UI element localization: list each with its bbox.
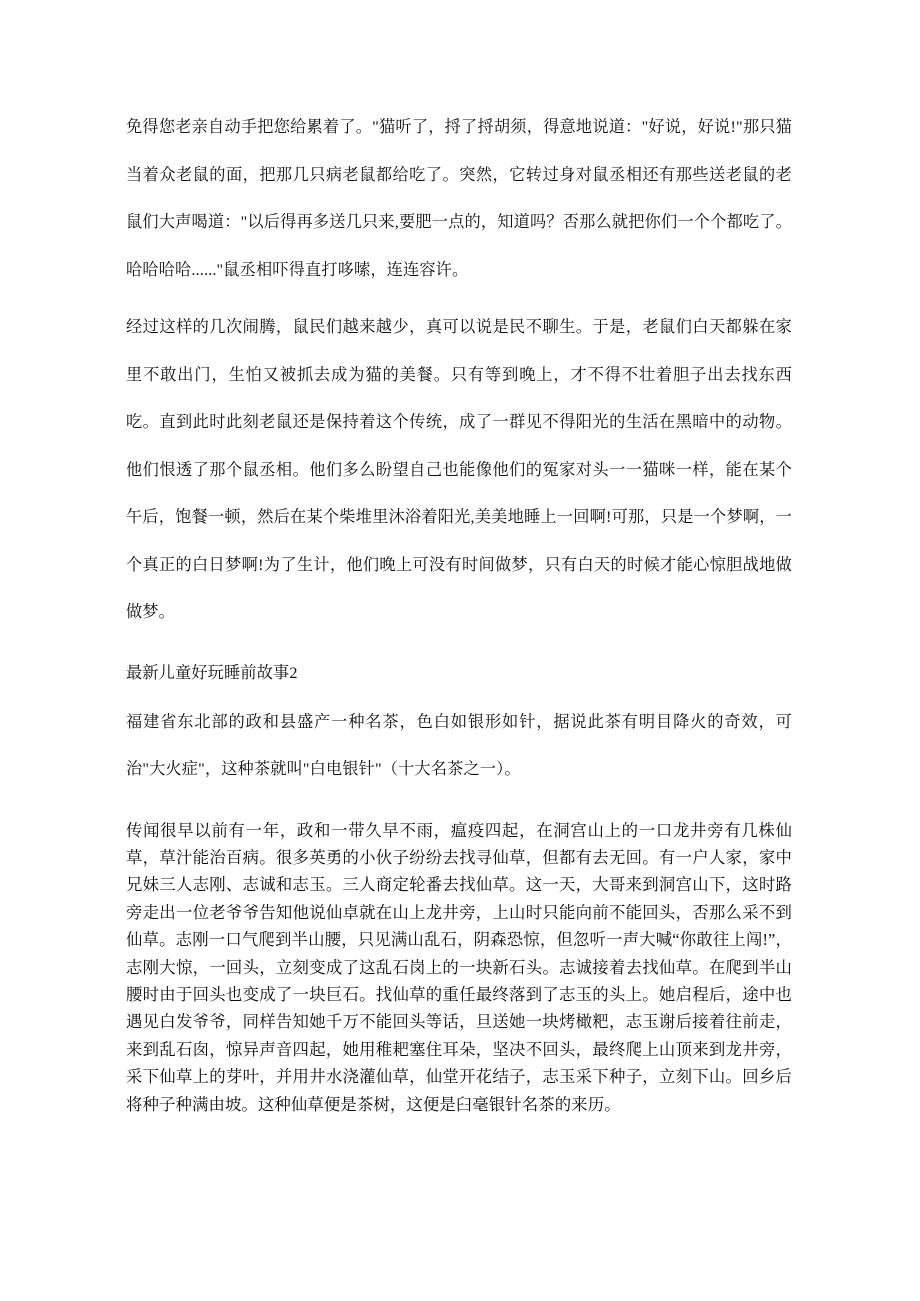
paragraph-4-dense: 传闻很早以前有一年，政和一带久早不雨，瘟疫四起，在洞宫山上的一口龙井旁有几株仙草，草汁能治百病。很多英勇的小伙子纷纷去找寻仙草，但都有去无回。有一户人家，家中兄妹三人志刚、志诚和志玉。三人商定轮番去找仙草。这一天，大哥来到洞宫山下，这时路旁走出一位老爷爷告知他说仙卓就在山上龙井旁，上山时只能向前不能回头，否那么采不到仙草。志刚一口气爬到半山腰，只见满山乱石，阴森恐惊，但忽听一声大喊“你敢往上闯!”，志刚大惊，一回头，立刻变成了这乱石岗上的一块新石头。志诚接着去找仙草。在爬到半山腰时由于回头也变成了一块巨石。找仙草的重任最终落到了志玉的头上。她启程后，途中也遇见白发爷爷，同样告知她千万不能回头等话，旦送她一块烤橄粑，志玉谢后接着往前走，来到乱石囱，惊异声音四起，她用稚耙塞住耳朵，坚决不回头，最终爬上山顶来到龙井旁，采下仙草上的芽叶，并用井水浇灌仙草，仙堂开花结子，志玉采下种子，立刻下山。回乡后将种子种满由坡。这种仙草便是茶树，这便是臼毫银针名茶的来历。 xyxy=(126,820,792,1114)
dense-paragraph-spacer xyxy=(126,804,792,817)
paragraph-2: 经过这样的几次闹腾，鼠民们越来越少，真可以说是民不聊生。于是，老鼠们白天都躲在家里不敢出门，生怕又被抓去成为猫的美餐。只有等到晚上，才不得不壮着胆子出去找东西吃。直到此时此刻老鼠还是保持着这个传统，成了一群见不得阳光的生活在黑暗中的动物。他们恨透了那个鼠丞相。他们多么盼望自己也能像他们的冤家对头一一猫咪一样，能在某个午后，饱餐一顿，然后在某个柴堆里沐浴着阳光,美美地睡上一回啊!可那，只是一个梦啊，一个真正的白日梦啊!为了生计，他们晚上可没有时间做梦，只有白天的时候才能心惊胆战地做做梦。 xyxy=(126,318,792,621)
document-text-column xyxy=(126,104,792,1118)
paragraph-1: 免得您老亲自动手把您给累着了。"猫听了，捋了捋胡须，得意地说道："好说，好说!"那只猫当着众老鼠的面，把那几只病老鼠都给吃了。突然，它转过身对鼠丞相还有那些送老鼠的老鼠们大声喝道："以后得再多送几只来,要肥一点的，知道吗？否那么就把你们一个个都吃了。哈哈哈哈......"鼠丞相吓得直打哆嗦，连连容许。 xyxy=(126,118,792,279)
paragraph-3: 福建省东北部的政和县盛产一种名茶，色白如银形如针，据说此茶有明目降火的奇效，可治"大火症"，这种茶就叫"白电银针"（十大名茶之一）。 xyxy=(126,712,792,778)
section-heading: 最新儿童好玩睡前故事2 xyxy=(126,663,298,682)
